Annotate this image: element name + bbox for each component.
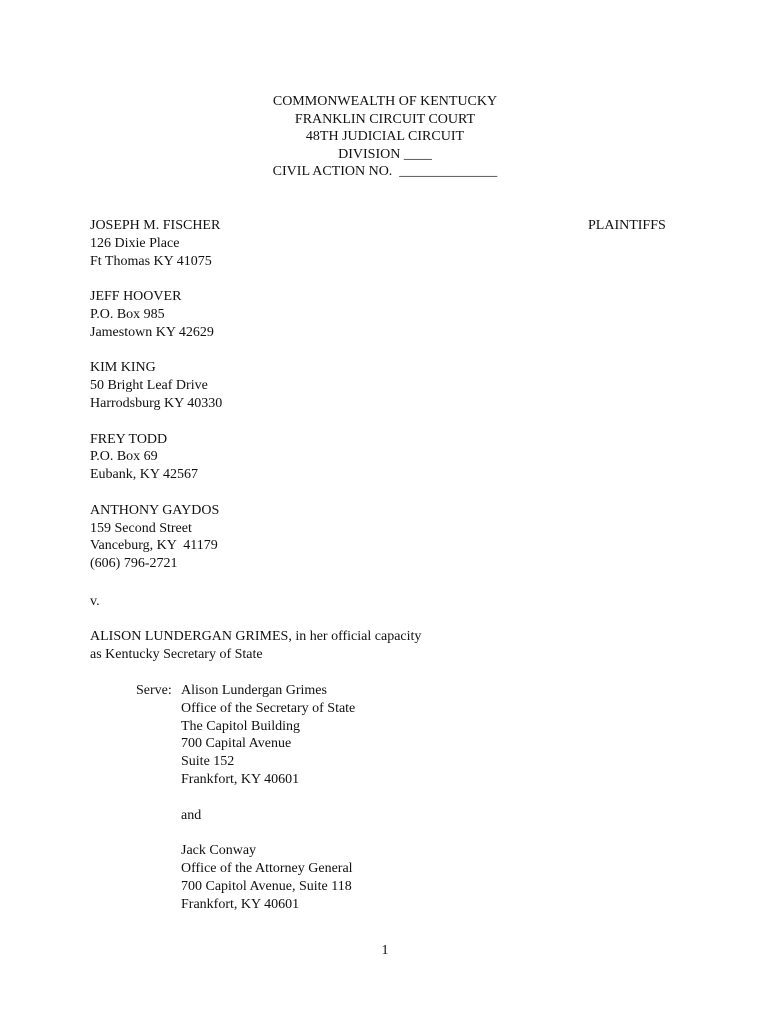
plaintiff-name: ANTHONY GAYDOS — [90, 502, 220, 518]
plaintiff-entry — [90, 359, 570, 412]
defendant-block — [90, 628, 690, 664]
plaintiff-name: JEFF HOOVER — [90, 289, 182, 305]
plaintiff-entry — [90, 431, 570, 484]
caption-civil-action-no: CIVIL ACTION NO. ______________ — [272, 164, 498, 180]
plaintiff-phone: (606) 796-2721 — [90, 556, 178, 572]
serve-label: Serve: — [136, 683, 172, 698]
spacer — [181, 824, 581, 842]
plaintiff-address-line: P.O. Box 69 — [90, 449, 158, 465]
plaintiff-entry — [90, 217, 570, 270]
plaintiff-address-line: 159 Second Street — [90, 520, 192, 536]
page-number: 1 — [381, 943, 389, 958]
serve-address-line: 700 Capital Avenue — [181, 736, 292, 752]
plaintiff-address-line: Harrodsburg KY 40330 — [90, 395, 223, 411]
plaintiff-name: JOSEPH M. FISCHER — [90, 218, 221, 233]
versus-text: v. — [90, 594, 100, 609]
serve-joiner: and — [181, 807, 202, 823]
plaintiffs-label: PLAINTIFFS — [588, 218, 666, 233]
serve-address-line: 700 Capitol Avenue, Suite 118 — [181, 878, 352, 894]
plaintiff-entry — [90, 288, 570, 341]
plaintiff-name: KIM KING — [90, 360, 156, 376]
caption-circuit: 48TH JUDICIAL CIRCUIT — [305, 129, 465, 145]
serve-address-line: Suite 152 — [181, 754, 235, 770]
plaintiff-entry — [90, 502, 570, 573]
serve-address-line: Frankfort, KY 40601 — [181, 771, 300, 787]
service-addresses — [181, 682, 581, 913]
caption-court: FRANKLIN CIRCUIT COURT — [294, 111, 476, 127]
plaintiff-address-line: 50 Bright Leaf Drive — [90, 378, 208, 394]
spacer — [181, 789, 581, 807]
serve-address-line: Jack Conway — [181, 843, 257, 859]
plaintiff-name: FREY TODD — [90, 431, 168, 447]
plaintiffs-list — [90, 217, 570, 591]
serve-address-line: Alison Lundergan Grimes — [181, 683, 327, 698]
plaintiff-address-line: Jamestown KY 42629 — [90, 324, 214, 340]
plaintiff-address-line: Eubank, KY 42567 — [90, 467, 198, 483]
serve-address-line: Office of the Secretary of State — [181, 700, 356, 716]
plaintiff-address-line: P.O. Box 985 — [90, 306, 165, 322]
serve-address-line: The Capitol Building — [181, 718, 300, 734]
serve-address-line: Frankfort, KY 40601 — [181, 896, 300, 912]
defendant-name: ALISON LUNDERGAN GRIMES, in her official capacity — [90, 629, 422, 644]
case-caption — [0, 93, 770, 181]
caption-division: DIVISION ____ — [338, 146, 432, 162]
defendant-capacity: as Kentucky Secretary of State — [90, 646, 263, 662]
plaintiff-address-line: 126 Dixie Place — [90, 235, 180, 251]
serve-address-line: Office of the Attorney General — [181, 860, 353, 876]
plaintiff-address-line: Ft Thomas KY 41075 — [90, 253, 212, 269]
plaintiff-address-line: Vanceburg, KY 41179 — [90, 538, 218, 554]
caption-commonwealth: COMMONWEALTH OF KENTUCKY — [272, 94, 498, 109]
